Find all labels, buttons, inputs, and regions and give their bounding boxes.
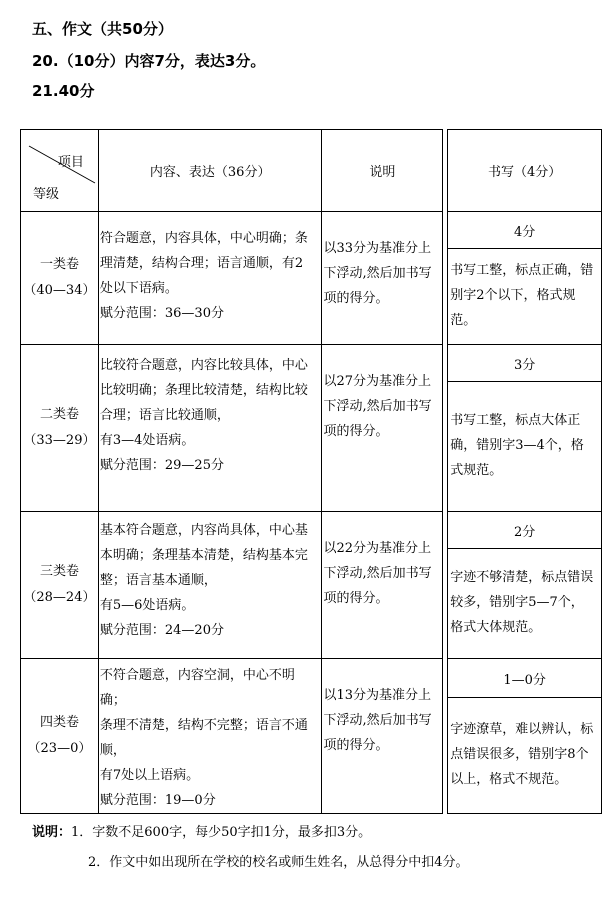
grade-cell [21, 512, 99, 659]
grade-name: 三类卷 [39, 564, 79, 579]
writing-line: 书写工整，标点正确，错 [450, 263, 594, 278]
writing-score-cell: 3分 [448, 345, 602, 382]
description-cell [322, 512, 443, 659]
writing-score-cell: 1—0分 [448, 659, 602, 698]
grade-name: 一类卷 [39, 257, 79, 272]
description-line: 以13分为基准分上 [323, 688, 432, 703]
writing-line: 书写工整，标点大体正 [450, 413, 581, 428]
content-criteria-cell [98, 659, 322, 814]
content-line: 比较明确；条理比较清楚，结构比较 [99, 383, 308, 398]
content-line: 有7处以上语病。 [99, 768, 200, 783]
corner-header-cell [21, 130, 99, 212]
writing-line: 式规范。 [450, 463, 503, 478]
content-line: 符合题意，内容具体，中心明确；条 [99, 231, 308, 246]
content-line: 整；语言基本通顺， [99, 573, 217, 588]
essay-grading-table [20, 129, 602, 814]
writing-line: 确，错别字3—4个，格 [450, 438, 584, 453]
grade-cell [21, 212, 99, 345]
description-line: 以33分为基准分上 [323, 241, 432, 256]
content-line: 本明确；条理基本清楚，结构基本完 [99, 548, 308, 563]
writing-line: 格式大体规范。 [450, 620, 542, 635]
content-criteria-cell [98, 345, 322, 512]
description-line: 项的得分。 [323, 291, 389, 306]
writing-criteria-cell [448, 382, 602, 512]
writing-score-cell: 2分 [448, 512, 602, 549]
description-line: 以22分为基准分上 [323, 541, 432, 556]
writing-line: 以上，格式不规范。 [450, 772, 568, 787]
corner-label-item: 项目 [57, 154, 84, 170]
notes-label: 说明： [32, 825, 72, 840]
grade-range: （23—0） [27, 741, 92, 756]
corner-label-grade: 等级 [33, 186, 60, 202]
description-cell [322, 212, 443, 345]
description-line: 下浮动,然后加书写 [323, 566, 432, 581]
note-1 [32, 821, 371, 840]
content-line: 条理不清楚，结构不完整；语言不通 [99, 718, 308, 733]
question-21-scoring: 21.40分 [32, 82, 95, 100]
score-range-line: 赋分范围：36—30分 [99, 306, 224, 321]
content-line: 有5—6处语病。 [99, 598, 195, 613]
writing-criteria-cell [448, 249, 602, 345]
table-row [21, 345, 602, 382]
section-heading: 五、作文（共50分） [32, 20, 173, 38]
writing-line: 范。 [450, 313, 477, 328]
grade-range: （33—29） [23, 433, 96, 448]
grade-name: 四类卷 [39, 715, 79, 730]
content-line: 基本符合题意，内容尚具体，中心基 [99, 523, 308, 538]
grade-range: （28—24） [23, 590, 96, 605]
writing-score-cell: 4分 [448, 212, 602, 249]
table-row [21, 212, 602, 249]
writing-criteria-cell [448, 549, 602, 659]
content-line: 比较符合题意，内容比较具体，中心 [99, 358, 308, 373]
score-range-line: 赋分范围：29—25分 [99, 458, 224, 473]
writing-line: 字迹不够清楚，标点错误 [450, 570, 594, 585]
content-criteria-cell [98, 512, 322, 659]
note-2: 2．作文中如出现所在学校的校名或师生姓名，从总得分中扣4分。 [88, 855, 469, 870]
grade-name: 二类卷 [39, 407, 79, 422]
grade-cell [21, 345, 99, 512]
content-criteria-cell [98, 212, 322, 345]
description-line: 项的得分。 [323, 738, 389, 753]
content-line: 顺， [99, 743, 126, 758]
writing-line: 别字2个以下，格式规 [450, 288, 576, 303]
writing-line: 点错误很多，错别字8个 [450, 747, 589, 762]
description-line: 下浮动,然后加书写 [323, 713, 432, 728]
writing-criteria-cell [448, 698, 602, 814]
content-line: 有3—4处语病。 [99, 433, 195, 448]
column-header-writing: 书写（4分） [448, 130, 602, 212]
description-line: 项的得分。 [323, 591, 389, 606]
score-range-line: 赋分范围：19—0分 [99, 793, 216, 808]
note-1-text: 1．字数不足600字，每少50字扣1分，最多扣3分。 [71, 825, 372, 840]
table-row [21, 512, 602, 549]
content-line: 处以下语病。 [99, 281, 178, 296]
description-line: 项的得分。 [323, 424, 389, 439]
description-line: 下浮动,然后加书写 [323, 266, 432, 281]
writing-line: 较多，错别字5—7个， [450, 595, 584, 610]
description-cell [322, 345, 443, 512]
grade-cell [21, 659, 99, 814]
writing-line: 字迹潦草，难以辨认，标 [450, 722, 594, 737]
table-header-row [21, 130, 602, 212]
table-row [21, 659, 602, 698]
content-line: 不符合题意，内容空洞，中心不明确； [99, 668, 295, 708]
question-20-scoring: 20.（10分）内容7分，表达3分。 [32, 52, 266, 70]
description-line: 下浮动,然后加书写 [323, 399, 432, 414]
content-line: 合理；语言比较通顺， [99, 408, 230, 423]
description-cell [322, 659, 443, 814]
description-line: 以27分为基准分上 [323, 374, 432, 389]
column-header-description: 说明 [322, 130, 443, 212]
content-line: 理清楚，结构合理；语言通顺，有2 [99, 256, 304, 271]
score-range-line: 赋分范围：24—20分 [99, 623, 224, 638]
grade-range: （40—34） [23, 283, 96, 298]
column-header-content: 内容、表达（36分） [98, 130, 322, 212]
